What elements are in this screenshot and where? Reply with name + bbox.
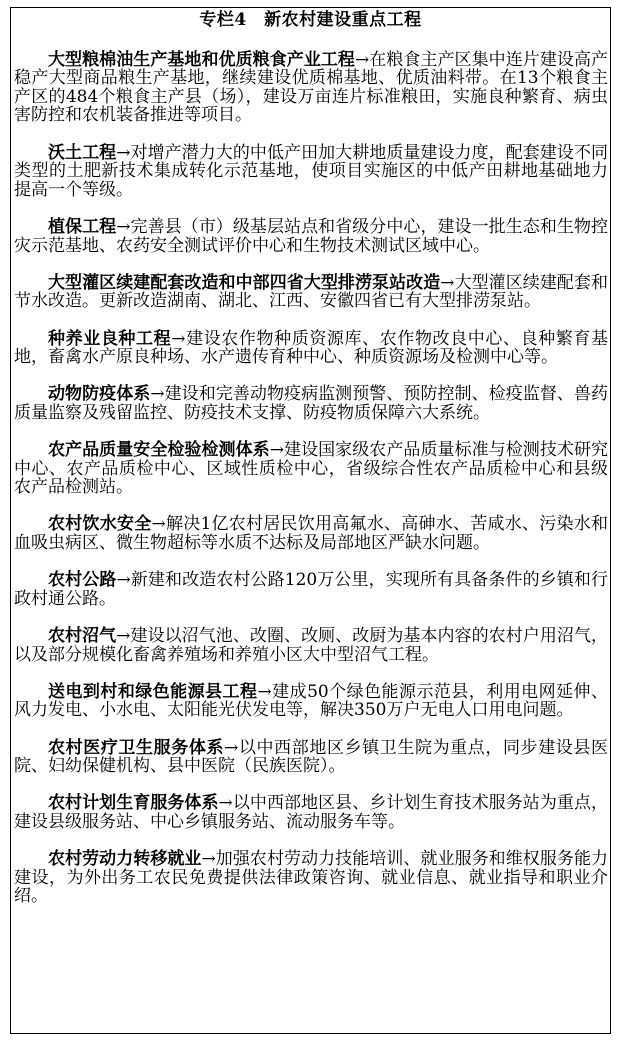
- section-animal-epidemic: [11, 385, 610, 422]
- spacer: [11, 832, 610, 851]
- spacer: [11, 367, 610, 386]
- spacer: [11, 255, 610, 274]
- section-body: 对增产潜力大的中低产田加大耕地质量建设力度，配套建设不同类型的土肥新技术集成转化示范基地，使项目实施区的中低产田耕地基础地力提高一个等级。: [14, 142, 608, 200]
- spacer: [11, 497, 610, 516]
- section-biogas: [11, 627, 610, 664]
- section-heading: 农村劳动力转移就业: [48, 849, 202, 870]
- section-electricity: [11, 683, 610, 720]
- section-body: 以中西部地区乡镇卫生院为重点，同步建设县医院、妇幼保健机构、县中医院（民族医院）。: [14, 737, 609, 777]
- section-labor-transfer: [11, 850, 610, 906]
- spacer: [11, 553, 610, 572]
- section-body: 以中西部地区县、乡计划生育技术服务站为重点，建设县级服务站、中心乡镇服务站、流动服务车等。: [14, 793, 608, 832]
- section-heading: 农村医疗卫生服务体系: [48, 737, 225, 758]
- section-heading: 送电到村和绿色能源县工程: [48, 681, 258, 702]
- section-body: 建设以沼气池、改圈、改厕、改厨为基本内容的农村户用沼气，以及部分规模化畜禽养殖场和养殖小区大中型沼气工程。: [14, 626, 608, 665]
- section-body: 建设农作物种质资源库、农作物改良中心、良种繁育基地，畜禽水产原良种场、水产遗传育种中心、种质资源场及检测中心等。: [14, 328, 608, 368]
- section-body: 新建和改造农村公路120万公里，实现所有具备条件的乡镇和行政村通公路。: [14, 570, 609, 609]
- arrow-icon: →: [171, 328, 186, 349]
- section-family-planning: [11, 794, 610, 831]
- section-heading: 动物防疫体系: [48, 384, 151, 405]
- arrow-icon: →: [151, 514, 166, 535]
- section-breeding: [11, 330, 610, 367]
- section-product-quality: [11, 441, 610, 497]
- section-heading: 大型灌区续建配套改造和中部四省大型排涝泵站改造: [48, 272, 441, 293]
- spacer: [11, 608, 610, 627]
- arrow-icon: →: [116, 216, 131, 237]
- section-rural-roads: [11, 571, 610, 608]
- section-body: 建设和完善动物疫病监测预警、预防控制、检疫监督、兽药质量监察及残留监控、防疫技术支撑、防疫物质保障六大系统。: [14, 384, 608, 423]
- section-drinking-water: [11, 515, 610, 552]
- spacer: [11, 720, 610, 739]
- section-body: 建成50个绿色能源示范县，利用电网延伸、风力发电、小水电、太阳能光伏发电等，解决350万户无电人口用电问题。: [14, 681, 608, 721]
- spacer: [11, 422, 610, 441]
- section-body: 加强农村劳动力技能培训、就业服务和维权服务能力建设，为外出务工农民免费提供法律政策咨询、就业信息、就业指导和职业介绍。: [14, 849, 609, 907]
- section-heading: 农村饮水安全: [48, 514, 152, 535]
- section-heading: 沃土工程: [48, 142, 117, 163]
- arrow-icon: →: [201, 849, 216, 870]
- section-medical: [11, 739, 610, 776]
- box-title: 专栏4 新农村建设重点工程: [199, 10, 422, 30]
- spacer: [11, 776, 610, 795]
- section-body: 完善县（市）级基层站点和省级分中心，建设一批生态和生物控灾示范基地、农药安全测试评价中心和生物技术测试区域中心。: [14, 216, 608, 256]
- arrow-icon: →: [440, 272, 455, 293]
- arrow-icon: →: [257, 681, 272, 702]
- section-heading: 农村计划生育服务体系: [48, 793, 219, 814]
- section-body: 建设国家级农产品质量标准与检测技术研究中心、农产品质检中心、区域性质检中心，省级综合性农产品质检中心和县级农产品检测站。: [14, 440, 609, 498]
- spacer: [11, 125, 610, 144]
- arrow-icon: →: [224, 737, 239, 758]
- section-body: 在粮食主产区集中连片建设高产稳产大型商品粮生产基地，继续建设优质棉基地、优质油料带。在13个粮食主产区的484个粮食主产县（场），建设万亩连片标准粮田，实施良种繁育、病虫害防控和农机装备推进等项目。: [14, 49, 608, 126]
- arrow-icon: →: [116, 626, 131, 646]
- feature-box: [10, 7, 611, 1034]
- arrow-icon: →: [150, 384, 165, 405]
- arrow-icon: →: [269, 440, 284, 461]
- section-heading: 大型粮棉油生产基地和优质粮食产业工程: [48, 49, 355, 70]
- section-grain-base: [11, 51, 610, 125]
- section-heading: 农村公路: [48, 570, 117, 591]
- spacer: [11, 199, 610, 218]
- section-heading: 种养业良种工程: [48, 328, 172, 349]
- arrow-icon: →: [218, 793, 233, 814]
- section-body: 解决1亿农村居民饮用高氟水、高砷水、苦咸水、污染水和血吸虫病区、微生物超标等水质不达标及局部地区严缺水问题。: [14, 514, 609, 554]
- section-heading: 植保工程: [48, 216, 117, 237]
- spacer: [11, 664, 610, 683]
- arrow-icon: →: [116, 142, 131, 163]
- arrow-icon: →: [354, 49, 370, 70]
- spacer: [11, 32, 610, 51]
- section-plant-protection: [11, 218, 610, 255]
- section-irrigation: [11, 274, 610, 311]
- section-heading: 农产品质量安全检验检测体系: [48, 440, 270, 461]
- section-body: 大型灌区续建配套和节水改造。更新改造湖南、湖北、江西、安徽四省已有大型排涝泵站。: [14, 272, 609, 312]
- section-heading: 农村沼气: [48, 626, 117, 646]
- section-soil: [11, 144, 610, 200]
- arrow-icon: →: [116, 570, 131, 591]
- spacer: [11, 311, 610, 330]
